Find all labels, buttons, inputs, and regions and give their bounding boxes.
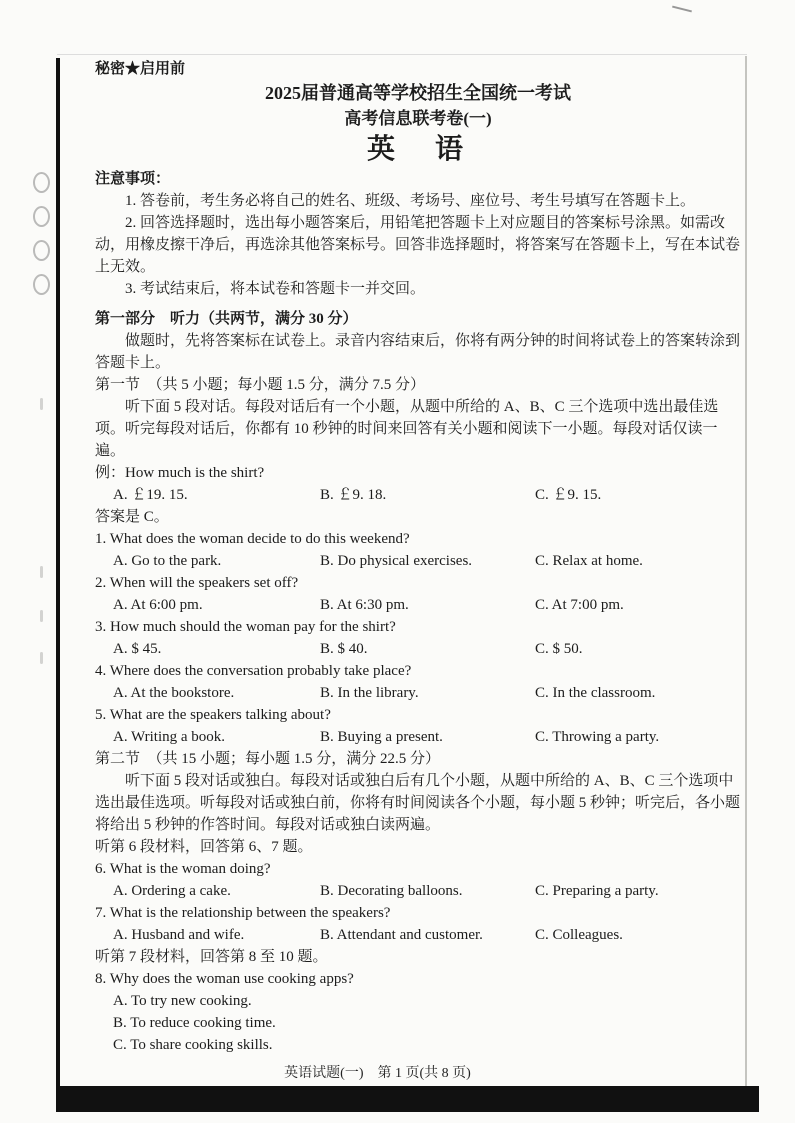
punch-hole [33,240,50,261]
option-b: B. In the library. [320,685,419,701]
question-options [95,682,741,704]
scan-edge-right [745,56,747,1086]
scan-edge-left [56,58,60,1112]
option-a: A. $ 45. [113,641,162,657]
scan-smudge [40,652,43,664]
question-stem: 2. When will the speakers set off? [95,575,299,591]
option-c: C. Throwing a party. [535,729,660,745]
notice-item-3: 3. 考试结束后，将本试卷和答题卡一并交回。 [125,281,426,297]
page-footer: 英语试题(一) 第 1 页(共 8 页) [284,1066,471,1081]
option-c: C. To share cooking skills. [113,1037,273,1053]
option-a: A. To try new cooking. [113,993,252,1009]
option-a: A. Go to the park. [113,553,222,569]
exam-title: 2025届普通高等学校招生全国统一考试 [265,83,571,103]
example-stem: 例：How much is the shirt? [95,465,265,481]
option-b: B. At 6:30 pm. [320,597,409,613]
section2-heading: 第二节 （共 15 小题；每小题 1.5 分，满分 22.5 分） [95,751,441,767]
option-c: C. At 7:00 pm. [535,597,624,613]
option-a: A. Husband and wife. [113,927,245,943]
confidential-label: 秘密★启用前 [95,61,186,77]
document-content [95,58,741,1056]
option-b: B. Decorating balloons. [320,883,463,899]
part1-heading: 第一部分 听力（共两节，满分 30 分） [95,311,358,327]
option-c: C. Preparing a party. [535,883,659,899]
question-stem: 7. What is the relationship between the speakers? [95,905,391,921]
question-options [95,924,741,946]
question-stem: 8. Why does the woman use cooking apps? [95,971,354,987]
option-b: B. $ 40. [320,641,368,657]
question-options [95,880,741,902]
option-a: A. At the bookstore. [113,685,235,701]
question-options [95,594,741,616]
material6-note: 听第 6 段材料，回答第 6、7 题。 [95,839,313,855]
question-stem: 6. What is the woman doing? [95,861,271,877]
option-a: A. At 6:00 pm. [113,597,203,613]
question-options [95,726,741,748]
option-c: C. $ 50. [535,641,583,657]
punch-hole [33,206,50,227]
question-stem: 3. How much should the woman pay for the shirt? [95,619,396,635]
material7-note: 听第 7 段材料，回答第 8 至 10 题。 [95,949,328,965]
scan-edge-bottom [56,1086,759,1112]
option-b: B. To reduce cooking time. [113,1015,276,1031]
notice-item-2: 2. 回答选择题时，选出每小题答案后，用铅笔把答题卡上对应题目的答案标号涂黑。如需改动，用橡皮擦干净后，再选涂其他答案标号。回答非选择题时，将答案写在答题卡上，写在本试卷上无效。 [95,215,741,275]
option-b: B. Buying a present. [320,729,443,745]
section2-instructions: 听下面 5 段对话或独白。每段对话或独白后有几个小题，从题中所给的 A、B、C 三个选项中选出最佳选项。听每段对话或独白前，你将有时间阅读各个小题，每小题 5 秒钟；听完后，各小题将给出 5 秒钟的作答时间。每段对话或独白读两遍。 [95,773,741,833]
option-c: C. Colleagues. [535,927,623,943]
option-c: C. Relax at home. [535,553,643,569]
scan-smudge [40,398,43,410]
notice-item-1: 1. 答卷前，考生务必将自己的姓名、班级、考场号、座位号、考生号填写在答题卡上。 [125,193,696,209]
option-b: B. ￡9. 18. [320,487,387,503]
scan-smudge [40,566,43,578]
question-stem: 4. Where does the conversation probably take place? [95,663,412,679]
exam-subtitle: 高考信息联考卷(一) [344,109,492,128]
question-stem: 5. What are the speakers talking about? [95,707,331,723]
option-a: A. Ordering a cake. [113,883,231,899]
scan-corner-mark [672,6,692,13]
option-b: B. Attendant and customer. [320,927,483,943]
option-a: A. ￡19. 15. [113,487,188,503]
section1-heading: 第一节 （共 5 小题；每小题 1.5 分，满分 7.5 分） [95,377,426,393]
scan-smudge [40,610,43,622]
option-b: B. Do physical exercises. [320,553,473,569]
example-answer: 答案是 C。 [95,509,169,525]
option-a: A. Writing a book. [113,729,226,745]
section1-instructions: 听下面 5 段对话。每段对话后有一个小题，从题中所给的 A、B、C 三个选项中选出最佳选项。听完每段对话后，你都有 10 秒钟的时间来回答有关小题和阅读下一小题。每段对话仅读一遍。 [95,399,719,459]
question-stem: 1. What does the woman decide to do this weekend? [95,531,410,547]
option-c: C. In the classroom. [535,685,656,701]
scan-edge-top [57,54,747,55]
notice-heading: 注意事项： [95,171,171,187]
option-c: C. ￡9. 15. [535,487,602,503]
punch-hole [33,274,50,295]
question-options [95,638,741,660]
subject-title: 英 语 [366,134,469,165]
example-options [95,484,741,506]
punch-hole [33,172,50,193]
question-options [95,550,741,572]
part1-intro: 做题时，先将答案标在试卷上。录音内容结束后，你将有两分钟的时间将试卷上的答案转涂到答题卡上。 [95,333,741,371]
